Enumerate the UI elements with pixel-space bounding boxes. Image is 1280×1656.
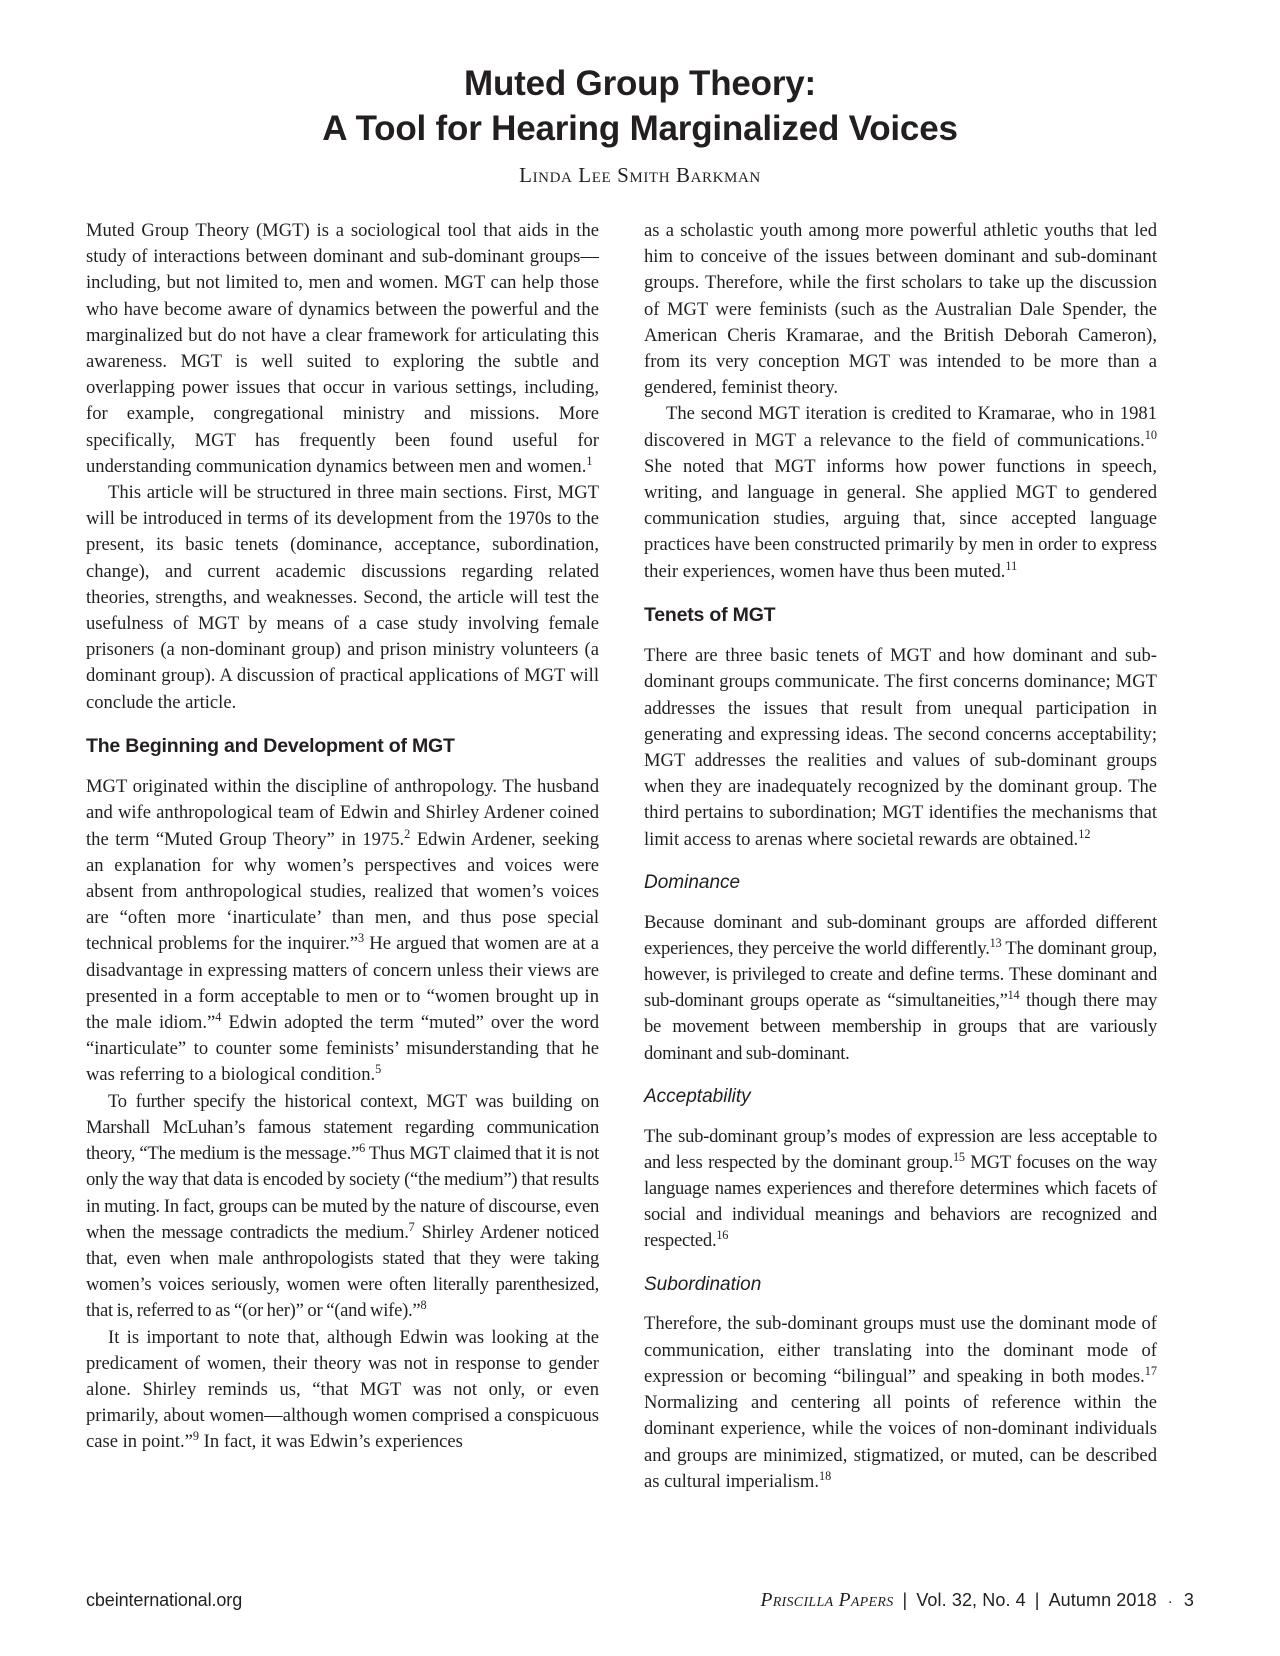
paragraph-text: Shirley Ardener noticed that, even when male anthropologists stated that they were taking women’s voices seriously, women were often literally parenthesized, that is, referred to as “(or her)” or “(and wife).” [86, 1221, 599, 1322]
page-title-line-1: Muted Group Theory: [463, 64, 816, 103]
paragraph-text: The dominant group, however, is privileged to create and define terms. These dominant and sub-dominant groups operate as “simultaneities,” [644, 937, 1157, 1012]
footer-page-number: 3 [1183, 1590, 1194, 1610]
page-footer [86, 1590, 1194, 1612]
paragraph-acceptability [644, 1124, 1157, 1255]
paragraph-text: He argued that women are at a disadvantage in expressing matters of concern unless their views are presented in a form acceptable to men or to “women brought up in the male idiom.” [86, 933, 599, 1034]
author-byline: Linda Lee Smith Barkman [519, 162, 761, 187]
paragraph-structure: This article will be structured in three main sections. First, MGT will be introduced in terms of its development from the 1970s to the present, its basic tenets (dominance, acceptance, subordination, change), and current academic discussions regarding related theories, strengths, and weaknesses. Second, the article will test the usefulness of MGT by means of a case study involving female prisoners (a non-dominant group) and prison ministry volunteers (a dominant group). A discussion of practical applications of MGT will conclude the article. [86, 482, 599, 713]
footer-volume: Vol. 32, No. 4 [916, 1590, 1026, 1610]
paragraph-continued: as a scholastic youth among more powerful athletic youths that led him to conceive of the issues between dominant and sub-dominant groups. Therefore, while the first scholars to take up the discussion of MGT were feminists (such as the Australian Dale Spender, the American Cheris Kramarae, and the British Deborah Cameron), from its very conception MGT was intended to be more than a gendered, feminist theory. [644, 220, 1157, 399]
paragraph-kramarae [644, 401, 1157, 584]
paragraph-text: Thus MGT claimed that it is not only the way that data is encoded by society (“the medium”) that results in muting. In fact, groups can be muted by the nature of discourse, even when the message contradicts the medium. [86, 1143, 599, 1243]
subsection-heading-acceptability: Acceptability [644, 1085, 751, 1107]
footnote-marker: 10 [1144, 427, 1157, 442]
footer-dot-separator: · [1167, 1593, 1173, 1610]
paragraph-text: Edwin adopted the term “muted” over the word “inarticulate” to counter some feminists’ misunderstanding that he was referring to a biological condition. [86, 1012, 599, 1086]
paragraph-text: She noted that MGT informs how power functions in speech, writing, and language in general. She applied MGT to gendered communication studies, arguing that, since accepted language practices have been constructed primarily by men in order to express their experiences, women have thus been muted. [644, 455, 1157, 582]
paragraph-origins [86, 774, 599, 1088]
left-column [86, 218, 599, 1495]
footer-journal-name: Priscilla Papers [760, 1590, 894, 1611]
footnote-marker: 2 [404, 826, 411, 841]
footnote-marker: 18 [819, 1468, 832, 1483]
paragraph-text: Edwin Ardener, seeking an explanation for why women’s perspectives and voices were absent from anthropological studies, realized that women’s voices are “often more ‘inarticulate’ than men, and thus pose special technical problems for the inquirer.” [86, 828, 599, 955]
footnote-marker: 3 [357, 931, 365, 946]
paragraph-text: Normalizing and centering all points of reference within the dominant experience, while the voices of non-dominant individuals and groups are minimized, stigmatized, or muted, can be described as cultural imperialism. [644, 1392, 1157, 1492]
right-column [644, 218, 1157, 1495]
paragraph-text: To further specify the historical context, MGT was building on Marshall McLuhan’s famous statement regarding communication theory, “The medium is the message.” [86, 1090, 599, 1165]
footnote-marker: 7 [408, 1219, 415, 1234]
footnote-marker: 17 [1144, 1363, 1157, 1378]
footer-website-link[interactable]: cbeinternational.org [86, 1590, 243, 1610]
paragraph-text: There are three basic tenets of MGT and how dominant and sub-dominant groups communicate. The first concerns dominance; MGT addresses the issues that result from unequal participation in generating and expressing ideas. The second concerns acceptability; MGT addresses the realities and values of sub-dominant groups when they are inadequately recognized by the dominant group. The third pertains to subordination; MGT identifies the mechanisms that limit access to arenas where societal rewards are obtained. [644, 645, 1157, 850]
footer-separator-1: | [902, 1590, 908, 1610]
footer-citation [760, 1590, 1194, 1612]
paragraph-text: Muted Group Theory (MGT) is a sociological tool that aids in the study of interactions between dominant and sub-dominant groups—including, but not limited to, men and women. MGT can help those who have become aware of dynamics between the powerful and the marginalized but do not have a clear framework for articulating this awareness. MGT is well suited to exploring the subtle and overlapping power issues that occur in various settings, including, for example, congregational ministry and missions. More specifically, MGT has frequently been found useful for understanding communication dynamics between men and women. [86, 220, 599, 477]
footnote-marker: 9 [192, 1429, 200, 1444]
footnote-marker: 5 [375, 1062, 382, 1077]
two-column-body [86, 218, 1158, 1495]
paragraph-text: In fact, it was Edwin’s experiences [199, 1431, 463, 1453]
footnote-marker: 6 [359, 1140, 366, 1155]
paragraph-dominance [644, 910, 1157, 1067]
paragraph-text: MGT originated within the discipline of anthropology. The husband and wife anthropological team of Edwin and Shirley Ardener coined the term “Muted Group Theory” in 1975. [86, 776, 599, 850]
paragraph-mcluhan [86, 1089, 599, 1325]
paragraph-intro [86, 218, 599, 480]
footnote-marker: 8 [420, 1298, 427, 1313]
paragraph-text: It is important to note that, although Edwin was looking at the predicament of women, their theory was not in response to gender alone. Shirley reminds us, “that MGT was not only, or even primarily, about women—although women comprised a conspicuous case in point.” [86, 1326, 599, 1453]
paragraph-text: Because dominant and sub-dominant groups are afforded different experiences, they perceive the world differently. [644, 911, 1157, 959]
footnote-marker: 12 [1078, 826, 1091, 841]
footer-separator-2: | [1034, 1590, 1040, 1610]
page-title-line-2: A Tool for Hearing Marginalized Voices [322, 108, 958, 148]
paragraph-text: MGT focuses on the way language names experiences and therefore determines which facets of social and individual meanings and behaviors are recognized and respected. [644, 1151, 1157, 1252]
paragraph-not-gender-alone [86, 1325, 599, 1456]
footnote-marker: 11 [1005, 558, 1018, 573]
subsection-heading-dominance: Dominance [644, 871, 741, 893]
paragraph-text: The second MGT iteration is credited to Kramarae, who in 1981 discovered in MGT a relevance to the field of communications. [644, 403, 1157, 451]
section-heading-tenets: Tenets of MGT [644, 603, 776, 626]
paragraph-text: though there may be movement between membership in groups that are variously dominant and sub-dominant. [644, 990, 1157, 1064]
footnote-marker: 4 [215, 1009, 222, 1024]
footer-issue-date: Autumn 2018 [1048, 1590, 1157, 1610]
footnote-marker: 16 [716, 1228, 729, 1243]
footnote-marker: 14 [1007, 988, 1020, 1003]
footnote-marker: 1 [586, 453, 593, 468]
section-heading-beginning-development: The Beginning and Development of MGT [86, 734, 455, 757]
subsection-heading-subordination: Subordination [644, 1273, 762, 1295]
paragraph-three-tenets [644, 643, 1157, 853]
footnote-marker: 13 [989, 935, 1002, 950]
paragraph-text: Therefore, the sub-dominant groups must use the dominant mode of communication, either translating into the dominant mode of expression or becoming “bilingual” and speaking in both modes. [644, 1313, 1157, 1387]
paragraph-text: The sub-dominant group’s modes of expression are less acceptable to and less respected by the dominant group. [644, 1125, 1157, 1173]
paragraph-subordination [644, 1311, 1157, 1494]
footnote-marker: 15 [953, 1149, 965, 1164]
article-masthead [0, 0, 1280, 188]
